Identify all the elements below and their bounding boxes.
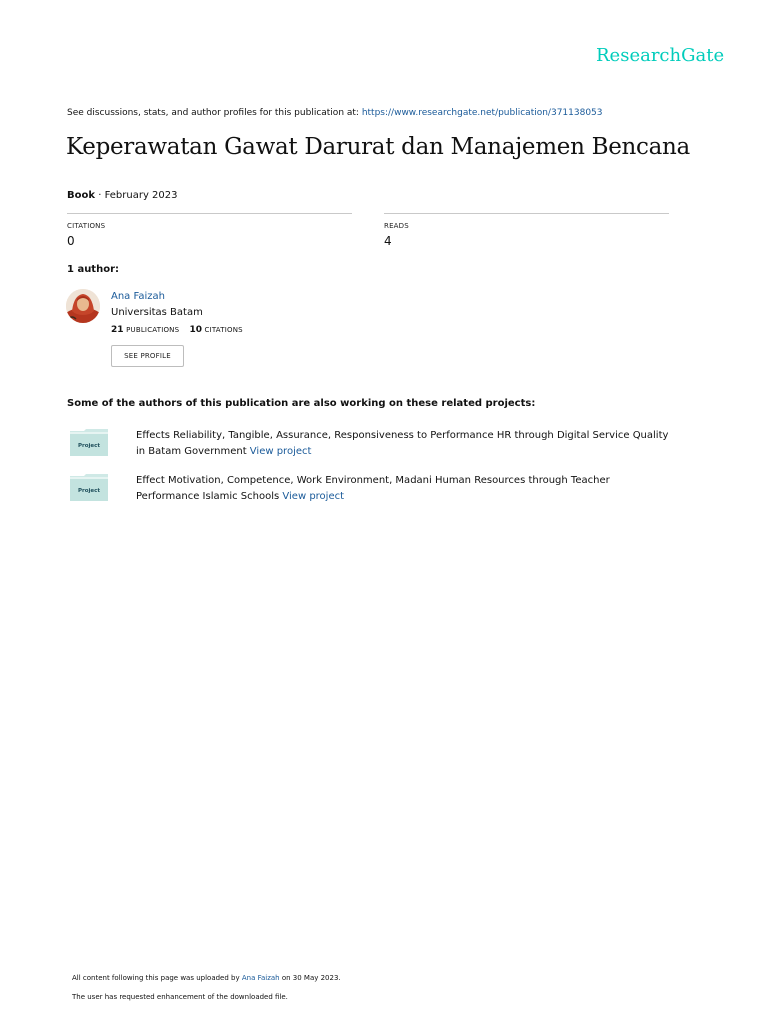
publication-url-link[interactable]: https://www.researchgate.net/publication/371138053 bbox=[361, 108, 603, 118]
related-projects-heading: Some of the authors of this publication are also working on these related projects: bbox=[67, 398, 536, 409]
citations-divider bbox=[67, 213, 352, 214]
citations-label: CITATIONS bbox=[67, 222, 106, 230]
folder-icon bbox=[70, 428, 108, 456]
author-publications-count: 21 bbox=[111, 325, 124, 335]
upload-prefix: All content following this page was uploaded by bbox=[72, 974, 242, 982]
view-project-link[interactable]: View project bbox=[249, 446, 312, 457]
publication-meta bbox=[67, 190, 178, 201]
author-citations-label: CITATIONS bbox=[204, 326, 243, 334]
project-item bbox=[136, 428, 676, 460]
avatar-photo bbox=[66, 289, 100, 323]
see-profile-button[interactable]: SEE PROFILE bbox=[111, 345, 184, 367]
upload-note bbox=[72, 974, 341, 982]
see-discussions-line bbox=[67, 108, 603, 118]
reads-divider bbox=[384, 213, 669, 214]
author-publications-label: PUBLICATIONS bbox=[126, 326, 180, 334]
enhancement-note: The user has requested enhancement of the downloaded file. bbox=[72, 993, 288, 1001]
publication-date: February 2023 bbox=[104, 190, 178, 201]
authors-heading: 1 author: bbox=[67, 264, 120, 275]
reads-value: 4 bbox=[384, 234, 392, 248]
project-icon[interactable] bbox=[70, 473, 108, 505]
project-description: Effects Reliability, Tangible, Assurance, Responsiveness to Performance HR through Digital Service Quality in Batam Government bbox=[136, 430, 669, 457]
meta-separator: · bbox=[95, 190, 105, 201]
author-name-link[interactable]: Ana Faizah bbox=[111, 291, 165, 302]
reads-label: READS bbox=[384, 222, 409, 230]
see-discussions-text: See discussions, stats, and author profiles for this publication at: bbox=[67, 108, 362, 118]
project-icon-label: Project bbox=[77, 488, 101, 494]
folder-icon bbox=[70, 473, 108, 501]
upload-suffix: on 30 May 2023. bbox=[279, 974, 341, 982]
publication-type: Book bbox=[67, 190, 96, 201]
uploader-link[interactable]: Ana Faizah bbox=[241, 974, 280, 982]
author-avatar[interactable] bbox=[66, 289, 100, 323]
project-icon[interactable] bbox=[70, 428, 108, 460]
researchgate-logo[interactable]: ResearchGate bbox=[596, 45, 725, 66]
author-institution: Universitas Batam bbox=[111, 307, 203, 318]
publication-title: Keperawatan Gawat Darurat dan Manajemen Bencana bbox=[66, 134, 690, 160]
citations-value: 0 bbox=[67, 234, 75, 248]
view-project-link[interactable]: View project bbox=[282, 491, 345, 502]
author-stats bbox=[111, 325, 243, 335]
project-description: Effect Motivation, Competence, Work Environment, Madani Human Resources through Teacher Performance Islamic Schools bbox=[136, 475, 610, 502]
project-icon-label: Project bbox=[77, 443, 101, 449]
author-citations-count: 10 bbox=[189, 325, 202, 335]
project-item bbox=[136, 473, 676, 505]
